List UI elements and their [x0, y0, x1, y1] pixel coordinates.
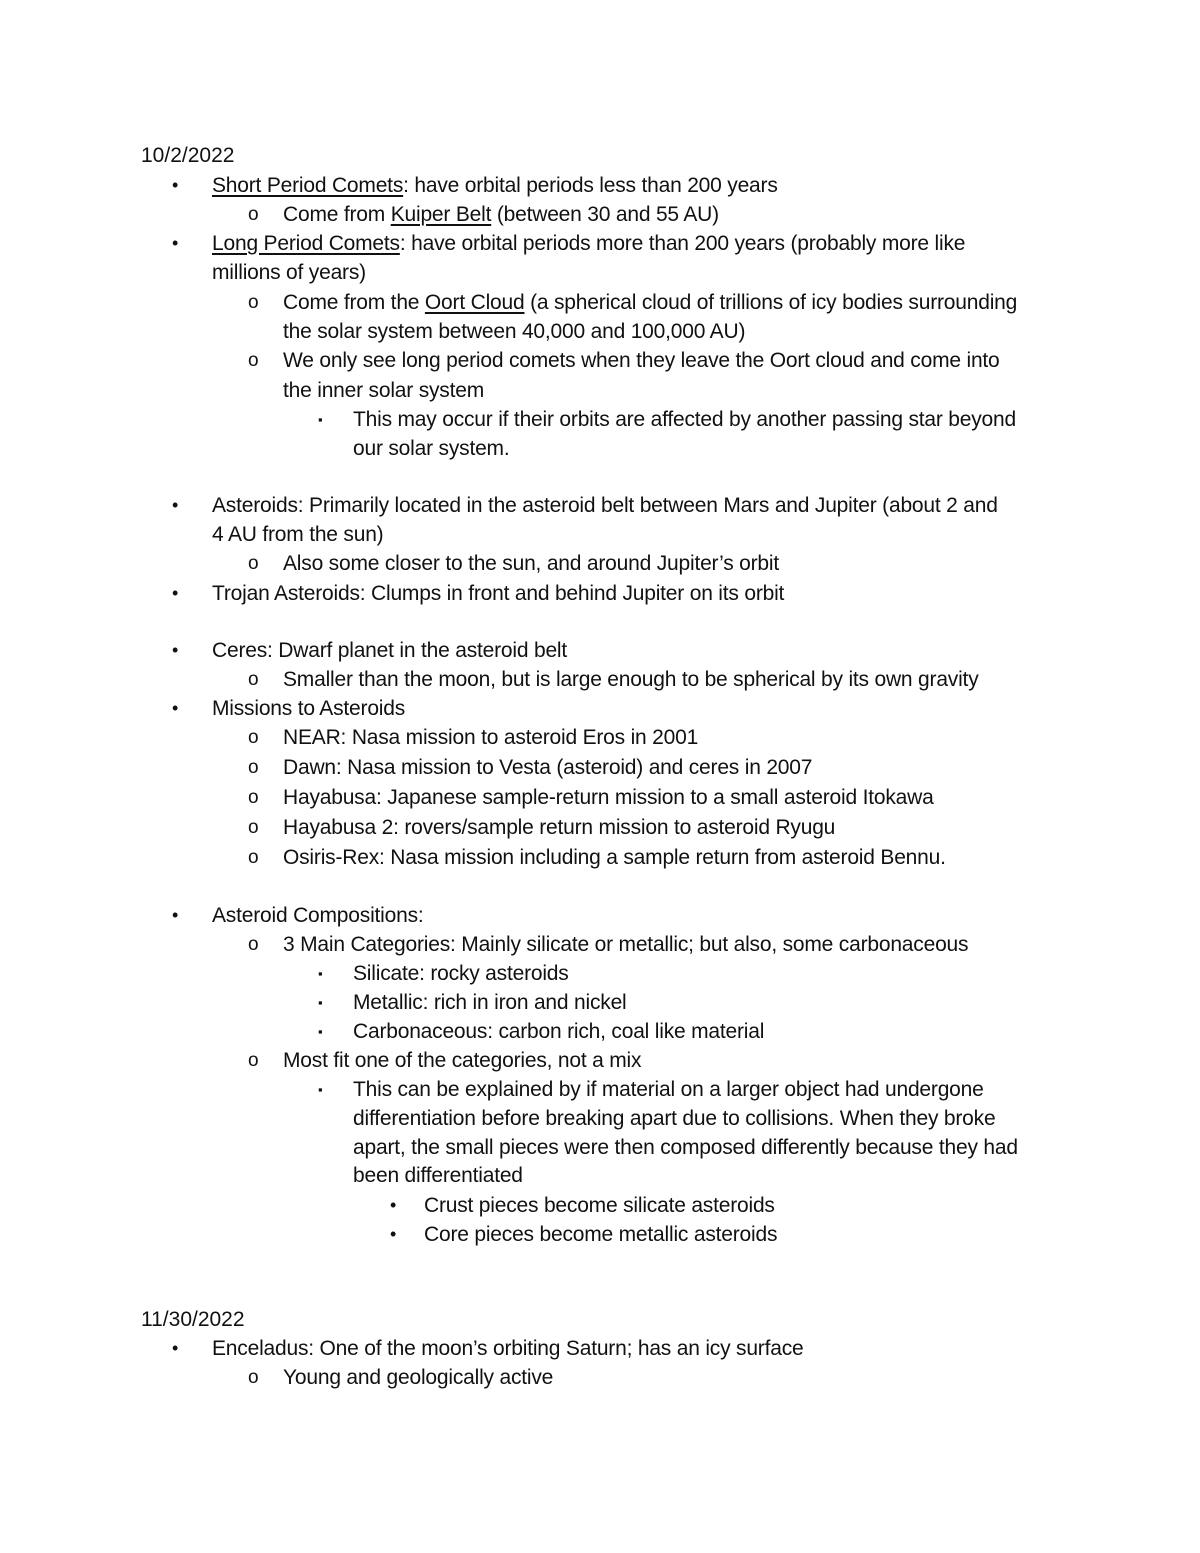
date-heading-2: 11/30/2022 — [141, 1308, 245, 1331]
note-long-period-comets — [212, 229, 965, 258]
sub-bullet-marker: o — [248, 553, 259, 574]
sub-bullet-marker: o — [248, 787, 259, 808]
note-most-fit: Most fit one of the categories, not a mix — [283, 1049, 642, 1072]
note-text: (a spherical cloud of trillions of icy bodies surrounding — [524, 291, 1018, 314]
note-text: Come from — [283, 203, 391, 226]
note-mission-osiris-rex: Osiris-Rex: Nasa mission including a sample return from asteroid Bennu. — [283, 846, 946, 869]
note-passing-star: This may occur if their orbits are affected by another passing star beyond — [353, 408, 1016, 431]
bullet-marker: • — [172, 583, 179, 603]
note-silicate: Silicate: rocky asteroids — [353, 962, 569, 985]
note-text: : have orbital periods more than 200 years (probably more like — [399, 232, 966, 255]
square-bullet-marker: ▪ — [318, 995, 323, 1010]
note-text: (between 30 and 55 AU) — [491, 203, 719, 226]
note-explained-cont-3: been differentiated — [353, 1164, 523, 1187]
note-metallic: Metallic: rich in iron and nickel — [353, 991, 627, 1014]
note-enceladus: Enceladus: One of the moon’s orbiting Saturn; has an icy surface — [212, 1337, 804, 1360]
note-mission-near: NEAR: Nasa mission to asteroid Eros in 2001 — [283, 726, 699, 749]
note-missions: Missions to Asteroids — [212, 697, 406, 720]
note-explained-cont-2: apart, the small pieces were then composed differently because they had — [353, 1136, 1018, 1159]
note-mission-hayabusa: Hayabusa: Japanese sample-return mission to a small asteroid Itokawa — [283, 786, 934, 809]
square-bullet-marker: ▪ — [318, 1082, 323, 1097]
note-kuiper-belt — [283, 200, 719, 229]
note-three-categories: 3 Main Categories: Mainly silicate or metallic; but also, some carbonaceous — [283, 933, 969, 956]
note-asteroid-compositions: Asteroid Compositions: — [212, 904, 424, 927]
sub-bullet-marker: o — [248, 934, 259, 955]
note-short-period-comets — [212, 171, 778, 200]
note-young-geologically-active: Young and geologically active — [283, 1366, 554, 1389]
note-only-see-long-period: We only see long period comets when they leave the Oort cloud and come into — [283, 349, 1000, 372]
sub-bullet-marker: o — [248, 350, 259, 371]
bullet-marker: • — [172, 640, 179, 660]
square-bullet-marker: ▪ — [318, 412, 323, 427]
sub-bullet-marker: o — [248, 817, 259, 838]
bullet-marker: • — [172, 233, 179, 253]
sub-bullet-marker: o — [248, 204, 259, 225]
note-trojan-asteroids: Trojan Asteroids: Clumps in front and behind Jupiter on its orbit — [212, 582, 785, 605]
note-closer-to-sun: Also some closer to the sun, and around Jupiter’s orbit — [283, 552, 780, 575]
note-crust-pieces: Crust pieces become silicate asteroids — [424, 1194, 775, 1217]
sub-bullet-marker: o — [248, 727, 259, 748]
sub-bullet-marker: o — [248, 847, 259, 868]
term-oort-cloud: Oort Cloud — [424, 291, 525, 314]
note-explained: This can be explained by if material on a larger object had undergone — [353, 1078, 984, 1101]
bullet-marker: • — [172, 495, 179, 515]
sub-bullet-marker: o — [248, 1367, 259, 1388]
bullet-marker: • — [390, 1195, 397, 1215]
sub-bullet-marker: o — [248, 757, 259, 778]
bullet-marker: • — [172, 698, 179, 718]
date-heading-1: 10/2/2022 — [141, 144, 235, 167]
note-oort-cloud-cont: the solar system between 40,000 and 100,000 AU) — [283, 320, 746, 343]
note-text: Come from the — [283, 291, 425, 314]
note-ceres: Ceres: Dwarf planet in the asteroid belt — [212, 639, 568, 662]
sub-bullet-marker: o — [248, 669, 259, 690]
bullet-marker: • — [172, 1338, 179, 1358]
bullet-marker: • — [390, 1224, 397, 1244]
square-bullet-marker: ▪ — [318, 966, 323, 981]
term-kuiper-belt: Kuiper Belt — [390, 203, 492, 226]
sub-bullet-marker: o — [248, 1050, 259, 1071]
note-mission-hayabusa-2: Hayabusa 2: rovers/sample return mission to asteroid Ryugu — [283, 816, 836, 839]
note-oort-cloud — [283, 288, 1017, 317]
square-bullet-marker: ▪ — [318, 1024, 323, 1039]
note-core-pieces: Core pieces become metallic asteroids — [424, 1223, 778, 1246]
note-asteroids: Asteroids: Primarily located in the asteroid belt between Mars and Jupiter (about 2 and — [212, 494, 998, 517]
note-only-see-long-period-cont: the inner solar system — [283, 379, 485, 402]
bullet-marker: • — [172, 175, 179, 195]
bullet-marker: • — [172, 905, 179, 925]
note-passing-star-cont: our solar system. — [353, 437, 510, 460]
note-explained-cont-1: differentiation before breaking apart due to collisions. When they broke — [353, 1107, 996, 1130]
note-smaller-than-moon: Smaller than the moon, but is large enough to be spherical by its own gravity — [283, 668, 979, 691]
note-asteroids-cont: 4 AU from the sun) — [212, 523, 384, 546]
term-short-period-comets: Short Period Comets — [212, 174, 404, 197]
note-mission-dawn: Dawn: Nasa mission to Vesta (asteroid) and ceres in 2007 — [283, 756, 813, 779]
note-long-period-comets-cont: millions of years) — [212, 261, 366, 284]
note-carbonaceous: Carbonaceous: carbon rich, coal like material — [353, 1020, 765, 1043]
sub-bullet-marker: o — [248, 292, 259, 313]
note-text: : have orbital periods less than 200 years — [403, 174, 778, 197]
term-long-period-comets: Long Period Comets — [212, 232, 400, 255]
